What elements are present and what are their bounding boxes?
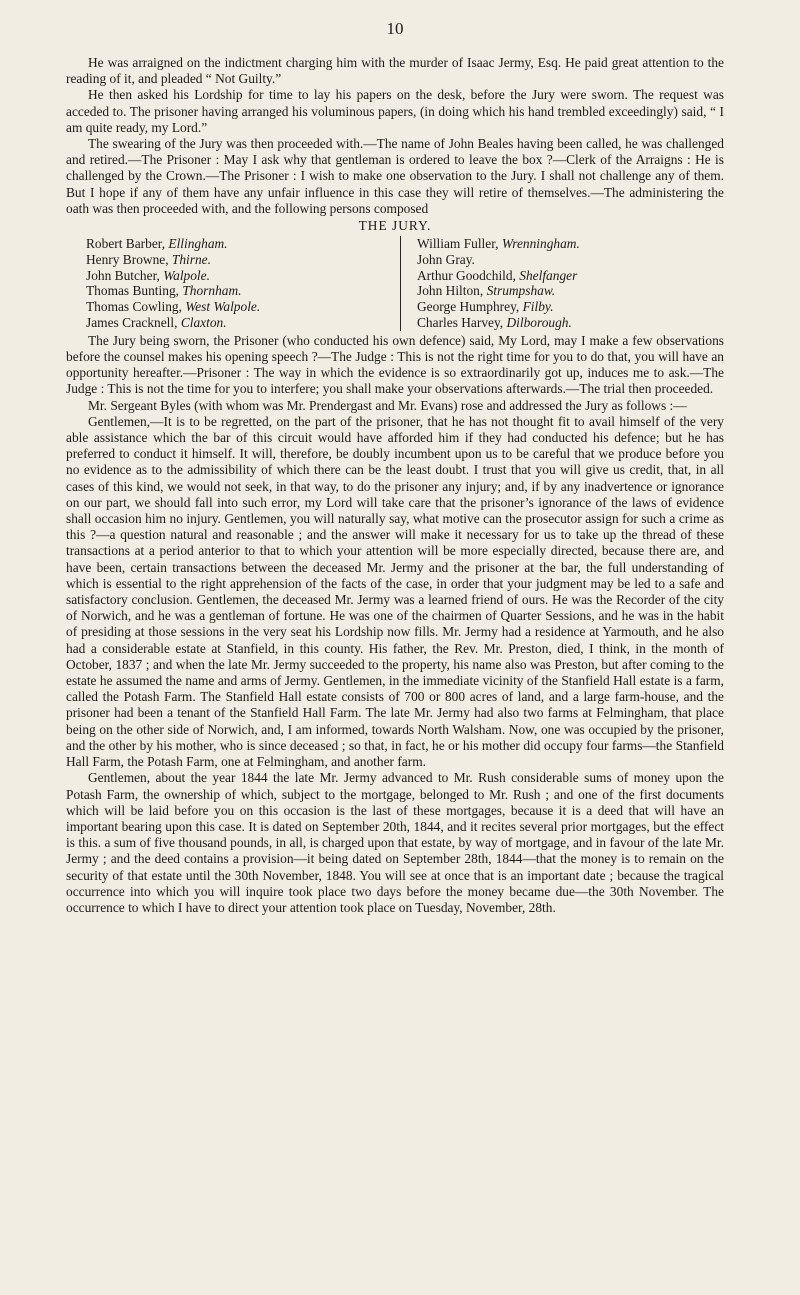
juror-entry [417, 283, 707, 299]
jury-list [86, 236, 724, 331]
juror-entry [86, 236, 386, 252]
juror-name: George Humphrey, [417, 299, 523, 315]
juror-entry [417, 268, 707, 284]
juror-place: Ellingham. [168, 236, 228, 252]
mortgage-paragraph: Gentlemen, about the year 1844 the late Mr. Jermy advanced to Mr. Rush considerable sums of money upon the Potash Farm, the ownership of which, subject to the mortgage, belonged to Mr. Rush ; and one of the first documents which will be laid before you on this occasion is the last of these mortgages, because it is a deed that will have an important bearing upon this case. It is dated on September 20th, 1844, and it recites several prior mortgages, but the effect is this. a sum of five thousand pounds, in all, is charged upon that estate, by way of mortgage, and in favour of the late Mr. Jermy ; and the deed contains a provision—it being dated on September 28th, 1844—that the money is to remain on the security of that estate until the 30th November, 1848. You will see at once that is an important date ; because the tragical occurrence into which you will inquire took place two days before the money became due—the 30th November. The occurrence to which I have to direct your attention took place on Tuesday, November, 28th. [66, 770, 724, 915]
jury-heading: THE JURY. [358, 218, 432, 234]
juror-name: Robert Barber, [86, 236, 169, 252]
juror-entry [417, 236, 707, 252]
juror-name: John Hilton, [417, 283, 487, 299]
page-number: 10 [386, 19, 404, 38]
papers-paragraph: He then asked his Lordship for time to lay his papers on the desk, before the Jury were sworn. The request was acceded to. The prisoner having arranged his voluminous papers, (in doing which his hand trembled exceedingly) said, “ I am quite ready, my Lord.” [66, 87, 724, 135]
juror-entry [86, 283, 386, 299]
juror-entry [86, 268, 386, 284]
juror-entry [417, 315, 707, 331]
juror-name: Thomas Bunting, [86, 283, 183, 299]
juror-name: Henry Browne, [86, 251, 172, 267]
jury-swearing-paragraph: The swearing of the Jury was then proceeded with.—The name of John Beales having been called, he was challenged and retired.—The Prisoner : May I ask why that gentleman is ordered to leave the box ?—Clerk of the Arraigns : He is challenged by the Crown.—The Prisoner : I wish to make one observation to the Jury. I shall not challenge any of them. But I hope if any of them have any unfair influence in this case they will retire of themselves.—The administering the oath was then proceeded with, and the following persons composed [66, 136, 724, 216]
juror-name: Charles Harvey, [417, 315, 507, 331]
juror-place: Filby. [522, 299, 554, 315]
prisoner-request-paragraph: The Jury being sworn, the Prisoner (who conducted his own defence) said, My Lord, may I make a few observations before the counsel makes his opening speech ?—The Judge : This is not the right time for you to do that, you will have an opportunity hereafter.—Prisoner : The way in which the evidence is so extraordinarily got up, induces me to ask.—The Judge : This is not the time for you to interfere; you shall make your observations afterwards.—The trial then proceeded. [66, 332, 724, 397]
juror-place: Claxton. [180, 315, 227, 331]
juror-name: John Gray. [417, 251, 475, 267]
juror-place: Walpole. [163, 267, 210, 283]
juror-name: Arthur Goodchild, [417, 267, 520, 283]
juror-place: West Walpole. [185, 299, 261, 315]
juror-place: Wrenningham. [501, 236, 580, 252]
juror-entry [417, 252, 707, 268]
juror-place: Strumpshaw. [486, 283, 556, 299]
juror-entry [86, 299, 386, 315]
juror-place: Dilborough. [506, 315, 572, 331]
juror-entry [86, 315, 386, 331]
juror-name: John Butcher, [86, 267, 164, 283]
jury-column-right [400, 236, 707, 331]
juror-place: Shelfanger [519, 267, 578, 283]
juror-entry [86, 252, 386, 268]
juror-place: Thornham. [182, 283, 242, 299]
juror-name: Thomas Cowling, [86, 299, 186, 315]
juror-name: William Fuller, [417, 236, 502, 252]
arraignment-paragraph: He was arraigned on the indictment charging him with the murder of Isaac Jermy, Esq. He paid great attention to the reading of it, and pleaded “ Not Guilty.” [66, 55, 724, 87]
opening-speech-paragraph: Gentlemen,—It is to be regretted, on the part of the prisoner, that he has not thought fit to avail himself of the very able assistance which the bar of this circuit would have afforded him if they had conducted his defence; but he has preferred to conduct it himself. It will, therefore, be doubly incumbent upon us to be careful that we produce before you no evidence as to the admissibility of which there can be the least doubt. I trust that you will give us credit, that, in all cases of this kind, we would not seek, in that way, to do the prisoner any injury; and, if by any inadvertence or ignorance on our part, we should fall into such error, my Lord will take care that the prisoner’s ignorance of the laws of evidence shall occasion him no injury. Gentlemen, you will naturally say, what motive can the prosecutor assign for such a crime as this ?—a question natural and reasonable ; and the answer will make it necessary for us to take up the thread of these transactions at a period anterior to that to which your attention will be more especially directed, because there are, and have been, certain transactions between the deceased Mr. Jermy and the prisoner at the bar, the full understanding of which is essential to the right apprehension of the facts of the case, in order that your judgment may be led to a safe and satisfactory conclusion. Gentlemen, the deceased Mr. Jermy was a learned friend of ours. He was the Recorder of the city of Norwich, and he was a gentleman of fortune. He was one of the chairmen of Quarter Sessions, and he was in the habit of presiding at those sessions in the very seat his Lordship now fills. Mr. Jermy had a residence at Yarmouth, and he also had a considerable estate at Stanfield, in this county. His father, the Rev. Mr. Preston, died, I think, in the month of October, 1837 ; and when the late Mr. Jermy succeeded to the property, his name also was Preston, but after coming to the estate he assumed the name and arms of Jermy. Gentlemen, in the immediate vicinity of the Stanfield Hall estate is a farm, called the Potash Farm. The Stanfield Hall estate consists of 700 or 800 acres of land, and a large farm-house, and the prisoner had been a tenant of the Stanfield Hall Farm. The late Mr. Jermy had also two farms at Felmingham, that place being on the other side of Norwich, and, I am informed, towards North Walsham. Now, one was occupied by the prisoner, and the other by his mother, who is since deceased ; so that, in fact, he or his mother did occupy four farms—the Stanfield Hall Farm, the Potash Farm, one at Felmingham, and another farm. [66, 413, 724, 770]
juror-name: James Cracknell, [86, 315, 181, 331]
sergeant-byles-paragraph: Mr. Sergeant Byles (with whom was Mr. Prendergast and Mr. Evans) rose and addressed the Jury as follows :— [88, 397, 687, 413]
juror-place: Thirne. [171, 251, 211, 267]
juror-entry [417, 299, 707, 315]
jury-column-left [86, 236, 400, 331]
